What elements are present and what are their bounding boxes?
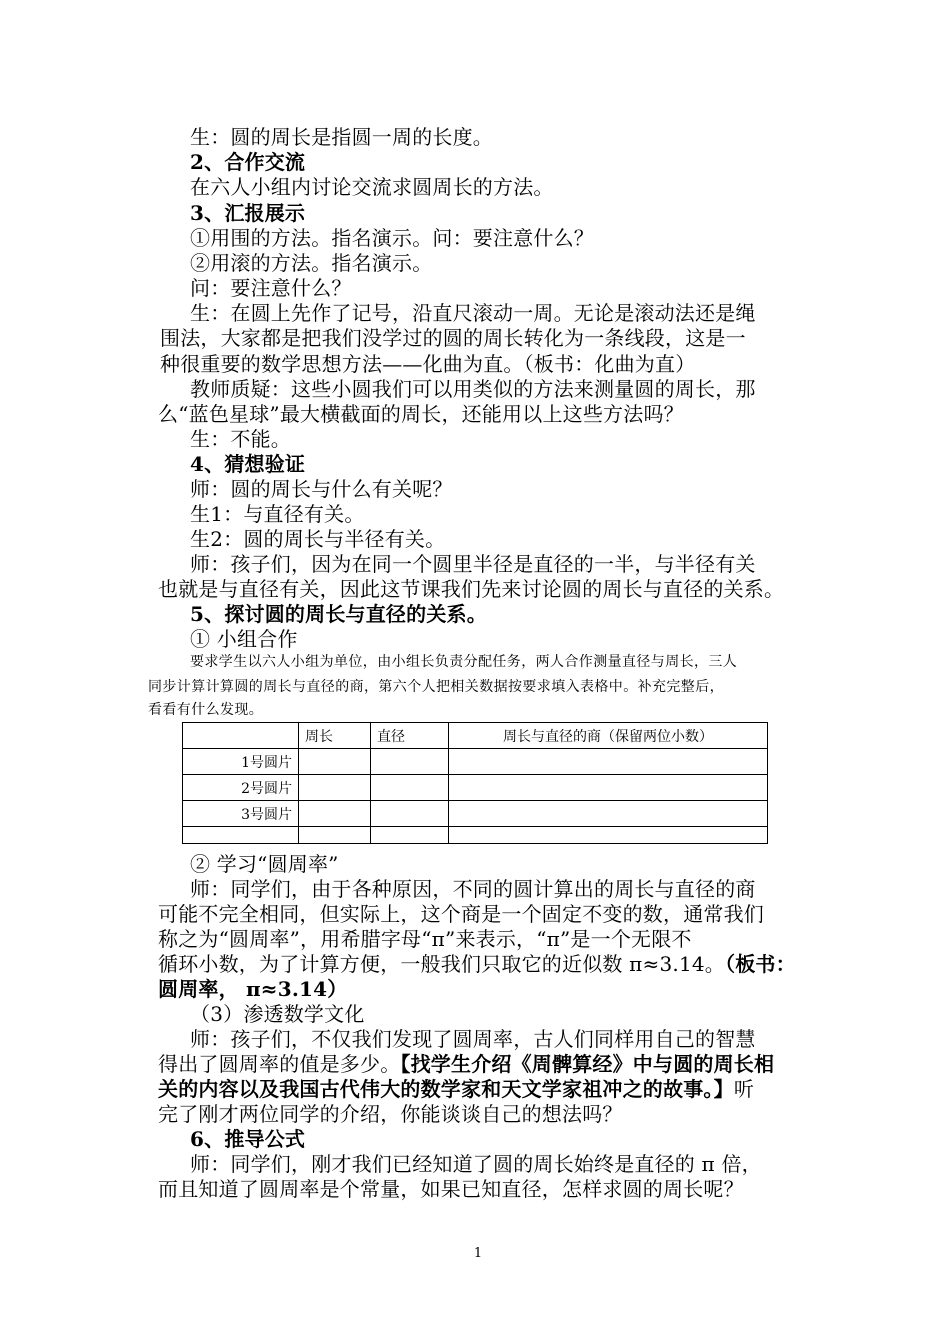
text-line: 在六人小组内讨论交流求圆周长的方法。 <box>190 175 554 199</box>
text-line: 么“蓝色星球”最大横截面的周长，还能用以上这些方法吗？ <box>158 402 684 426</box>
page-number: 1 <box>473 1246 483 1261</box>
section-heading: 2、合作交流 <box>190 150 306 174</box>
table-cell <box>299 775 371 801</box>
text-line: ① 小组合作 <box>190 627 298 651</box>
text-line <box>158 1051 818 1077</box>
text-line: 教师质疑：这些小圆我们可以用类似的方法来测量圆的周长，那 <box>190 377 756 401</box>
table-cell <box>299 827 371 844</box>
text-line: 种很重要的数学思想方法——化曲为直。（板书：化曲为直） <box>160 352 696 376</box>
table-cell <box>449 775 768 801</box>
text-line: 称之为“圆周率”，用希腊字母“π”来表示，“π”是一个无限不 <box>158 927 692 951</box>
table-cell <box>371 827 449 844</box>
text-line <box>158 951 818 977</box>
text-line: 生：圆的周长是指圆一周的长度。 <box>190 125 493 149</box>
text-line: 可能不完全相同，但实际上，这个商是一个固定不变的数，通常我们 <box>158 902 764 926</box>
text-line-small: 看看有什么发现。 <box>148 702 264 718</box>
text-line: 生：不能。 <box>190 427 291 451</box>
text-span: 循环小数，为了计算方便，一般我们只取它的近似数 π≈3.14。 <box>158 952 725 976</box>
text-line: 生1：与直径有关。 <box>190 502 365 526</box>
bold-span: 【找学生介绍《周髀算经》中与圆的周长相 <box>400 1052 775 1076</box>
text-line: 而且知道了圆周率是个常量，如果已知直径，怎样求圆的周长呢？ <box>158 1177 744 1201</box>
text-line: 师：同学们，由于各种原因，不同的圆计算出的周长与直径的商 <box>190 877 756 901</box>
table-row <box>183 749 768 775</box>
text-span: 得出了圆周率的值是多少。 <box>158 1052 401 1076</box>
table-header-row <box>183 723 768 749</box>
bold-span: 关的内容以及我国古代伟大的数学家和天文学家祖冲之的故事。】 <box>158 1077 734 1101</box>
text-line: ①用围的方法。指名演示。问：要注意什么？ <box>190 226 594 250</box>
measurement-table <box>182 722 768 844</box>
table-row-label <box>183 827 299 844</box>
text-line: 完了刚才两位同学的介绍，你能谈谈自己的想法吗？ <box>158 1102 623 1126</box>
text-line-small: 同步计算计算圆的周长与直径的商，第六个人把相关数据按要求填入表格中。补充完整后， <box>148 679 724 695</box>
table-cell <box>371 749 449 775</box>
table-header-cell: 周长 <box>299 723 371 749</box>
text-line <box>158 1076 818 1102</box>
table-cell <box>449 827 768 844</box>
text-line: （3）渗透数学文化 <box>190 1002 365 1026</box>
table-row <box>183 801 768 827</box>
text-line: ② 学习“圆周率” <box>190 852 339 876</box>
table-row-label: 3号圆片 <box>183 801 299 827</box>
table-row-label: 1号圆片 <box>183 749 299 775</box>
text-line: 师：同学们，刚才我们已经知道了圆的周长始终是直径的 π 倍， <box>190 1152 762 1176</box>
table-cell <box>371 775 449 801</box>
table-row-label: 2号圆片 <box>183 775 299 801</box>
text-line: 师：圆的周长与什么有关呢？ <box>190 477 453 501</box>
text-span: 听 <box>733 1077 755 1101</box>
table-row <box>183 827 768 844</box>
table-header-cell: 直径 <box>371 723 449 749</box>
section-heading: 5、探讨圆的周长与直径的关系。 <box>190 602 487 626</box>
text-line: 圆周率， π≈3.14） <box>158 977 348 1001</box>
table-header-cell <box>183 723 299 749</box>
section-heading: 3、汇报展示 <box>190 201 306 225</box>
bold-span: （板书： <box>725 952 796 976</box>
table-cell <box>449 801 768 827</box>
section-heading: 4、猜想验证 <box>190 452 306 476</box>
section-heading: 6、推导公式 <box>190 1127 306 1151</box>
table-cell <box>299 749 371 775</box>
text-line: ②用滚的方法。指名演示。 <box>190 251 433 275</box>
text-line: 师：孩子们，不仅我们发现了圆周率，古人们同样用自己的智慧 <box>190 1027 756 1051</box>
text-line: 师：孩子们，因为在同一个圆里半径是直径的一半，与半径有关 <box>190 552 756 576</box>
text-line: 生2：圆的周长与半径有关。 <box>190 527 446 551</box>
table-row <box>183 775 768 801</box>
text-line-small: 要求学生以六人小组为单位，由小组长负责分配任务，两人合作测量直径与周长，三人 <box>190 654 738 670</box>
text-line: 生：在圆上先作了记号，沿直尺滚动一周。无论是滚动法还是绳 <box>190 301 756 325</box>
table-header-cell: 周长与直径的商（保留两位小数） <box>449 723 768 749</box>
table-cell <box>449 749 768 775</box>
table-cell <box>299 801 371 827</box>
table-cell <box>371 801 449 827</box>
text-line: 围法，大家都是把我们没学过的圆的周长转化为一条线段，这是一 <box>160 326 746 350</box>
text-line: 也就是与直径有关，因此这节课我们先来讨论圆的周长与直径的关系。 <box>158 577 785 601</box>
text-line: 问：要注意什么？ <box>190 276 352 300</box>
